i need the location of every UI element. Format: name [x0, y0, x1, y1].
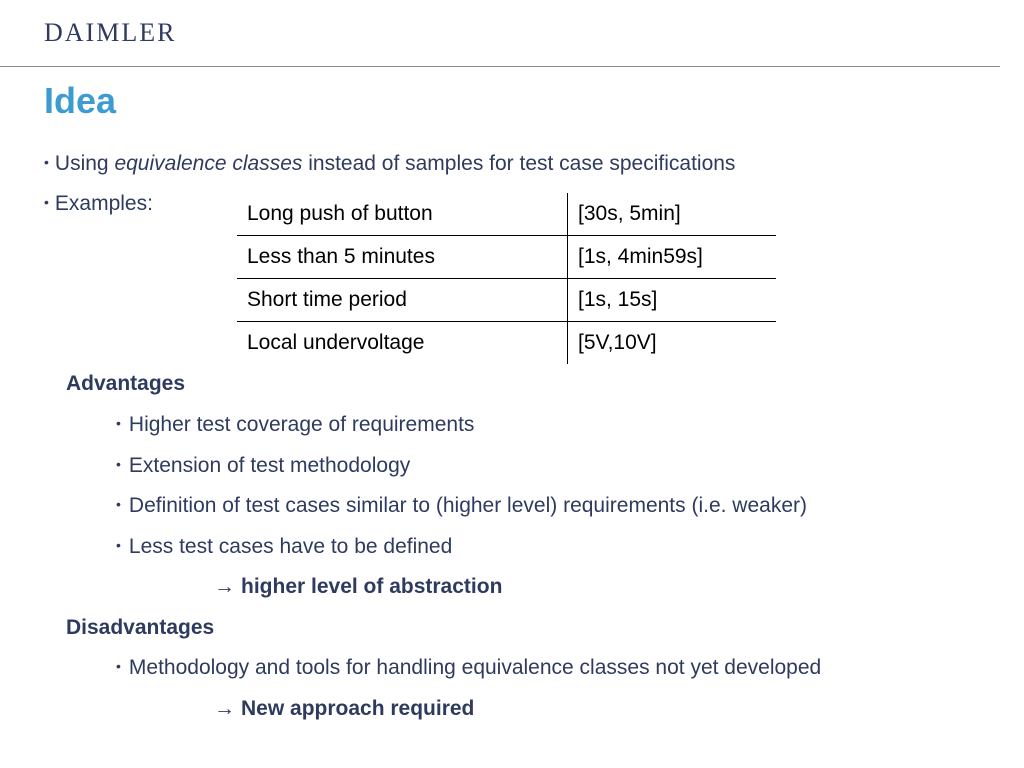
table-cell-example: Short time period [237, 279, 568, 322]
table-cell-range: [5V,10V] [568, 322, 777, 365]
intro-bullet-suffix: instead of samples for test case specifications [302, 152, 736, 175]
disadvantage-text: Methodology and tools for handling equivalence classes not yet developed [128, 656, 822, 679]
right-arrow-icon: → [214, 697, 235, 720]
advantage-text: Higher test coverage of requirements [128, 413, 475, 436]
intro-bullet-equivalence [44, 152, 735, 176]
bullet-dot-icon: • [44, 194, 49, 210]
bullet-dot-icon: • [116, 658, 121, 674]
table-row [237, 279, 776, 322]
examples-table [237, 193, 776, 364]
table-cell-range: [30s, 5min] [568, 193, 777, 236]
disadvantages-conclusion [214, 697, 474, 721]
advantage-item [116, 413, 474, 437]
examples-label: Examples: [54, 192, 153, 215]
bullet-dot-icon: • [44, 154, 49, 170]
intro-bullet-examples [44, 192, 153, 216]
bullet-dot-icon: • [116, 415, 121, 431]
advantages-heading: Advantages [66, 372, 186, 395]
table-cell-range: [1s, 4min59s] [568, 236, 777, 279]
advantages-conclusion [214, 575, 502, 599]
disadvantages-conclusion-text: New approach required [241, 697, 475, 720]
table-cell-example: Less than 5 minutes [237, 236, 568, 279]
daimler-logo: DAIMLER [44, 18, 177, 47]
bullet-dot-icon: • [116, 456, 121, 472]
advantage-text: Definition of test cases similar to (higher level) requirements (i.e. weaker) [128, 494, 807, 517]
intro-bullet-emphasis: equivalence classes [114, 152, 303, 175]
advantage-item [116, 494, 807, 518]
table-row [237, 236, 776, 279]
right-arrow-icon: → [214, 575, 235, 598]
slide-title: Idea [44, 80, 117, 121]
table-cell-example: Local undervoltage [237, 322, 568, 365]
table-row [237, 193, 776, 236]
advantages-conclusion-text: higher level of abstraction [241, 575, 503, 598]
advantage-item [116, 535, 452, 559]
table-cell-range: [1s, 15s] [568, 279, 777, 322]
disadvantage-item [116, 656, 821, 680]
table-row [237, 322, 776, 365]
header-divider [0, 66, 1000, 67]
advantage-text: Less test cases have to be defined [128, 535, 453, 558]
bullet-dot-icon: • [116, 537, 121, 553]
intro-bullet-prefix: Using [54, 152, 115, 175]
advantage-text: Extension of test methodology [128, 454, 411, 477]
table-cell-example: Long push of button [247, 202, 433, 225]
disadvantages-heading: Disadvantages [66, 616, 215, 639]
advantage-item [116, 454, 410, 478]
bullet-dot-icon: • [116, 496, 121, 512]
